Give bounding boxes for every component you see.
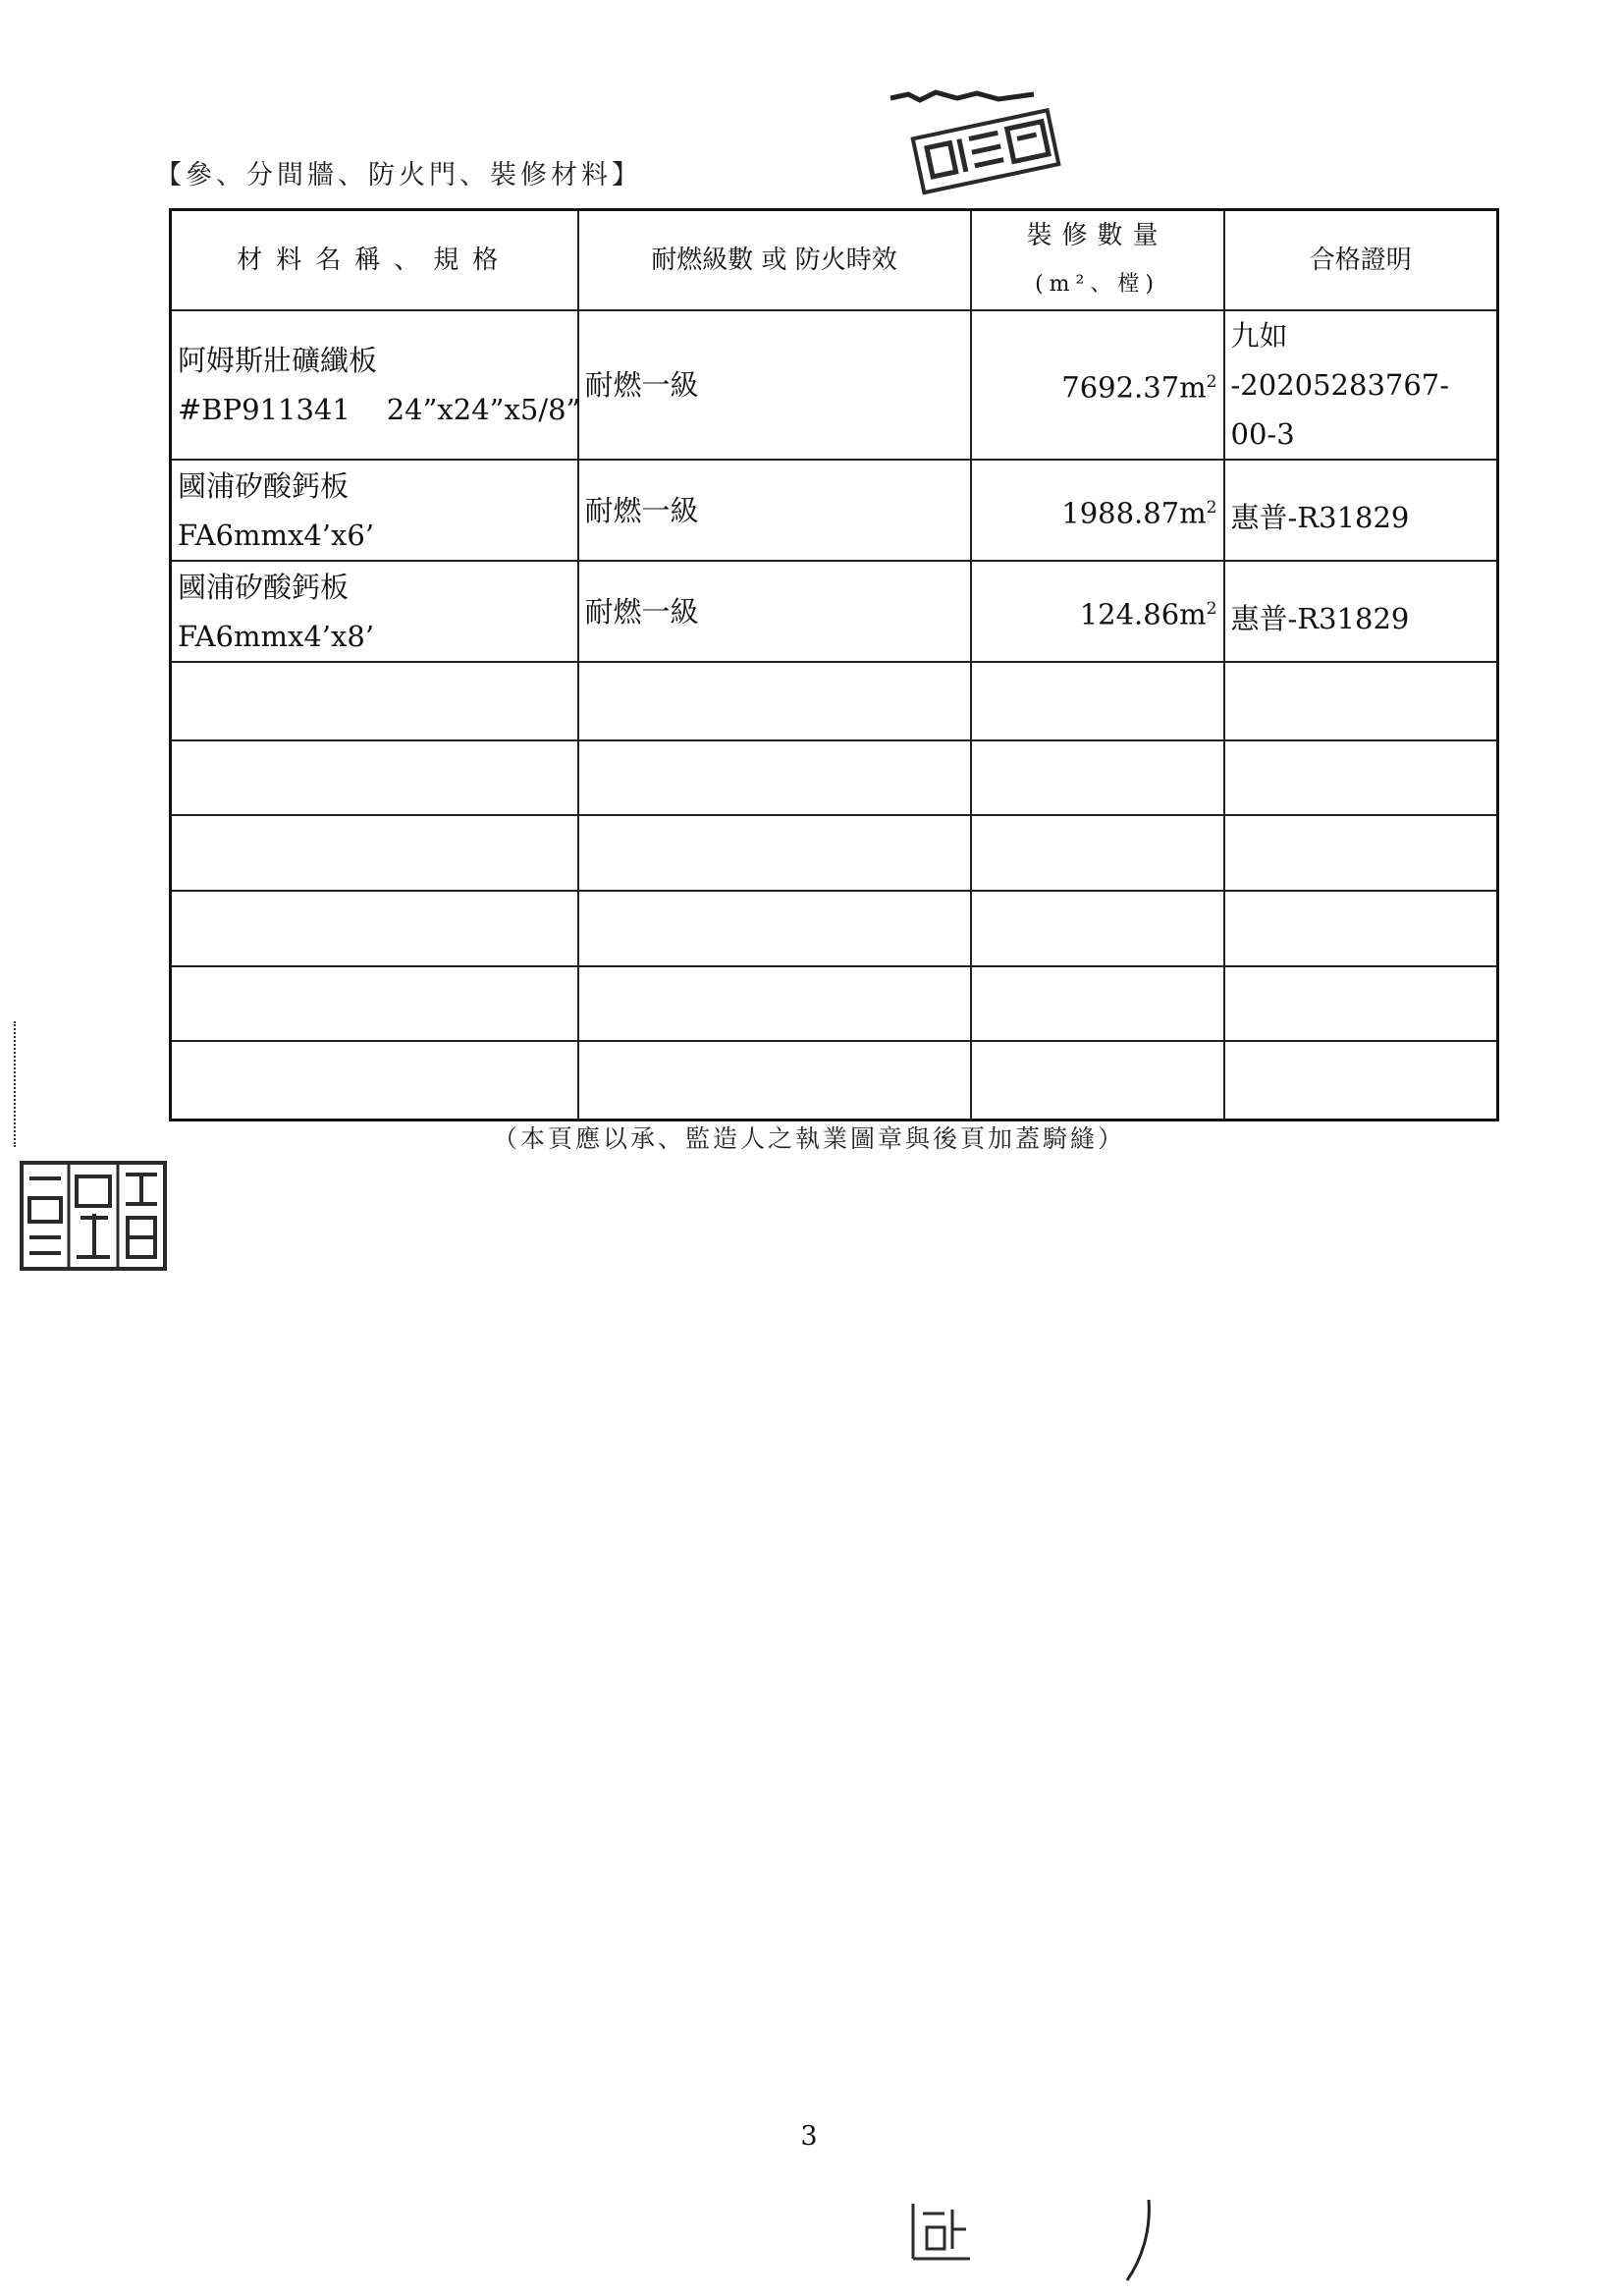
material-name: 阿姆斯壯礦纖板 [178, 344, 378, 377]
fire-grade: 耐燃一級 [578, 310, 971, 460]
certificate-line1: 九如 [1230, 319, 1288, 353]
empty-row [171, 1041, 1498, 1120]
scribble-mark [889, 88, 1036, 104]
partial-seal-icon [907, 2200, 976, 2263]
header-quantity-title: 裝修數量 [1026, 221, 1168, 250]
materials-table [169, 208, 1499, 1121]
certificate-line1: 惠普-R31829 [1230, 500, 1410, 534]
quantity-unit-sup: 2 [1206, 372, 1217, 393]
material-name-cell [171, 460, 578, 561]
quantity [971, 561, 1224, 662]
certificate [1224, 460, 1498, 561]
material-name-cell [171, 310, 581, 460]
empty-row [171, 662, 1498, 740]
table-header-row [171, 210, 1498, 311]
seal-stamp-icon [20, 1159, 169, 1275]
header-quantity-unit: (m²、樘) [1035, 272, 1160, 297]
empty-row [171, 815, 1498, 891]
empty-row [171, 891, 1498, 966]
material-spec: FA6mmx4’x8’ [178, 619, 375, 653]
material-spec: FA6mmx4’x6’ [178, 518, 375, 552]
quantity-unit-sup: 2 [1206, 497, 1217, 518]
quantity-value: 124.86m [1079, 597, 1207, 631]
quantity-value: 1988.87m [1061, 496, 1207, 530]
certificate-line2: -20205283767-00-3 [1230, 368, 1450, 451]
seal-note: （本頁應以承、監造人之執業圖章與後頁加蓋騎縫） [492, 1124, 1125, 1153]
stamp-top-icon [907, 101, 1066, 201]
certificate-line1: 惠普-R31829 [1230, 601, 1410, 635]
table-row [171, 460, 1498, 561]
margin-dots [14, 1021, 20, 1147]
section-title: 【參、分間牆、防火門、裝修材料】 [155, 160, 642, 191]
certificate [1224, 310, 1498, 460]
header-quantity [971, 210, 1224, 311]
quantity-unit-sup: 2 [1206, 598, 1217, 619]
header-fire-grade: 耐燃級數 或 防火時效 [578, 210, 971, 311]
quantity [971, 460, 1224, 561]
material-name: 國浦矽酸鈣板 [178, 468, 350, 503]
signature-mark [1119, 2196, 1159, 2284]
certificate [1224, 561, 1498, 662]
page-number: 3 [800, 2121, 818, 2152]
material-spec: #BP911341 24”x24”x5/8” [178, 393, 581, 426]
table-row [171, 561, 1498, 662]
material-name: 國浦矽酸鈣板 [178, 570, 350, 604]
header-material-name: 材料名稱、規格 [171, 210, 578, 311]
header-certificate: 合格證明 [1224, 210, 1498, 311]
fire-grade: 耐燃一級 [578, 561, 971, 662]
quantity [971, 310, 1224, 460]
empty-row [171, 740, 1498, 815]
quantity-value: 7692.37m [1061, 370, 1207, 405]
fire-grade: 耐燃一級 [578, 460, 971, 561]
empty-row [171, 966, 1498, 1041]
material-name-cell [171, 561, 578, 662]
table-row [171, 310, 1498, 460]
